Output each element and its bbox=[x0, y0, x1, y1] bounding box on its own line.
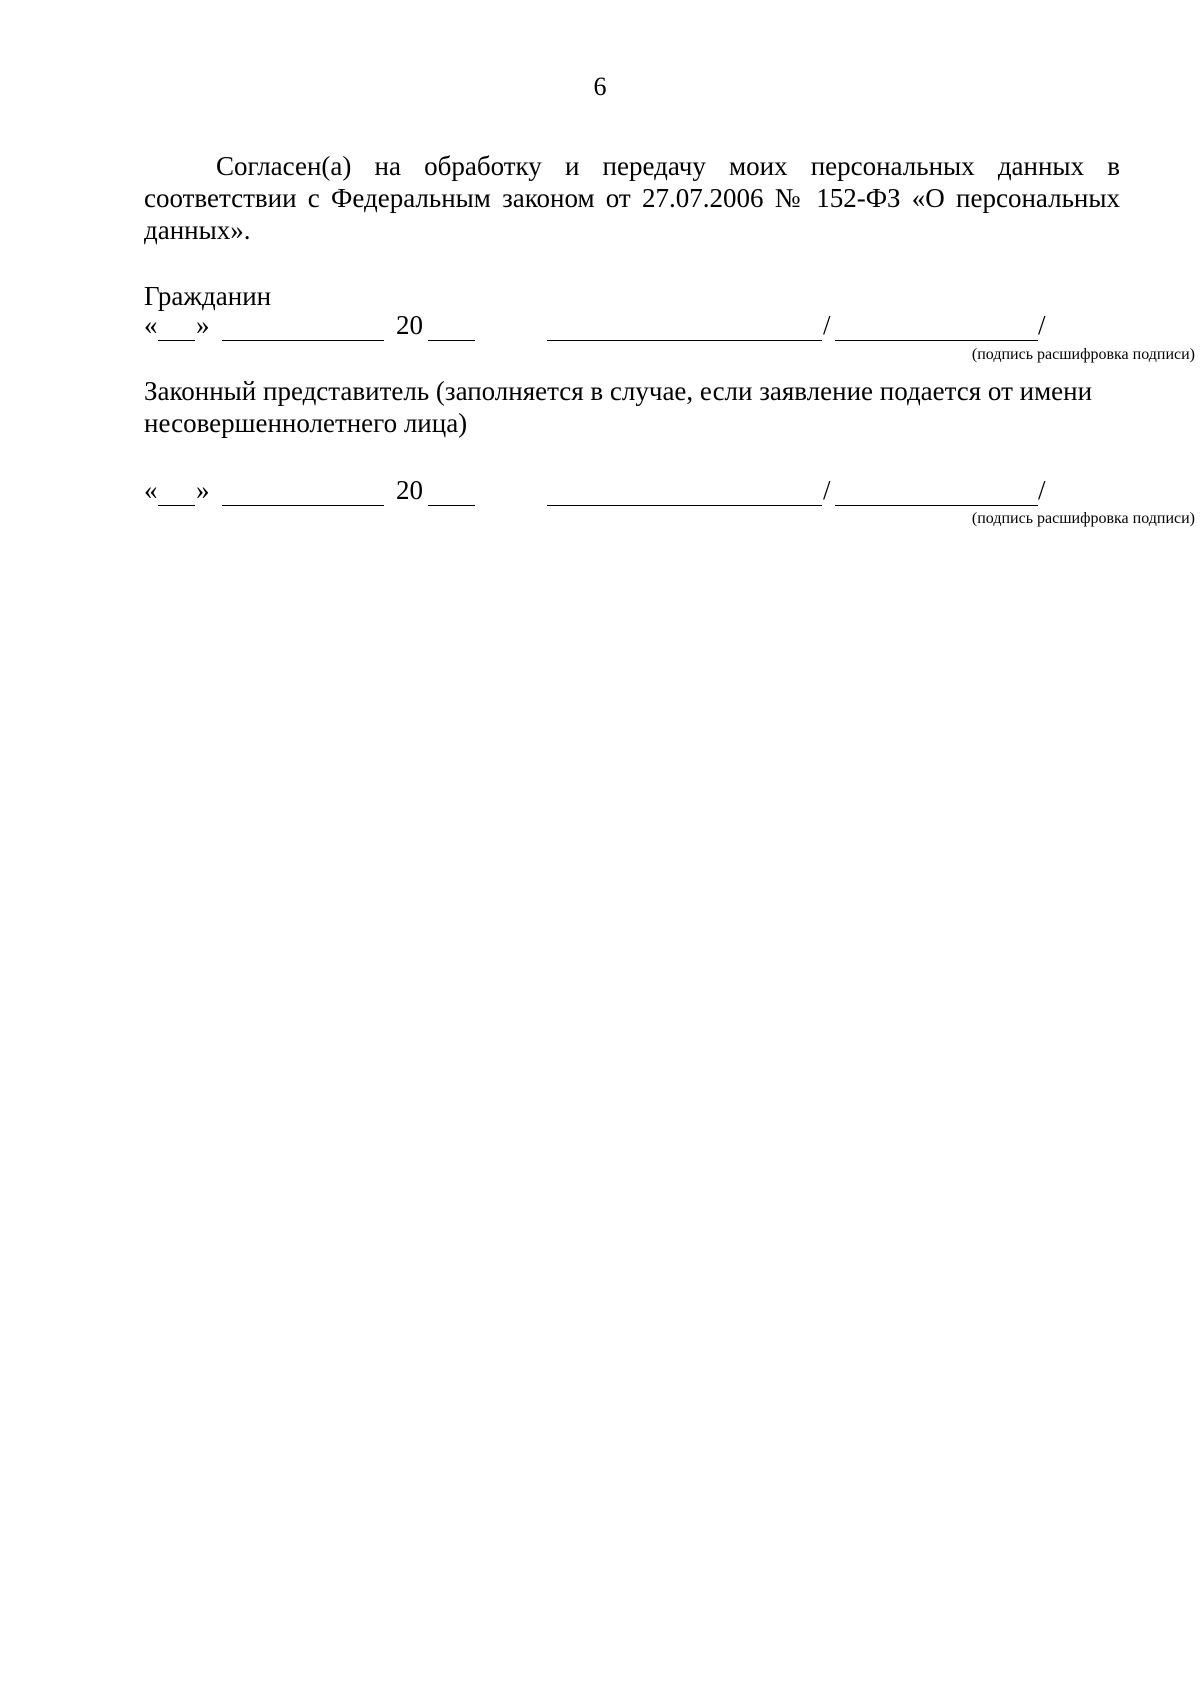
representative-signature-caption: (подпись расшифровка подписи) bbox=[971, 510, 1195, 527]
citizen-label: Гражданин bbox=[144, 281, 272, 311]
year-blank[interactable] bbox=[428, 505, 475, 506]
consent-paragraph: Согласен(а) на обработку и передачу моих персональных данных в соответствии с Федеральным законом от 27.07.2006 № 152-ФЗ «О персональных данных». bbox=[144, 151, 1120, 245]
signature-blank[interactable] bbox=[547, 340, 822, 341]
representative-signature-row bbox=[144, 474, 1120, 508]
month-blank[interactable] bbox=[222, 505, 384, 506]
date-close-quote: » bbox=[196, 475, 210, 505]
month-blank[interactable] bbox=[222, 340, 384, 341]
citizen-signature-caption: (подпись расшифровка подписи) bbox=[971, 346, 1195, 363]
representative-label: Законный представитель (заполняется в случае, если заявление подается от имени несовершеннолетнего лица) bbox=[144, 376, 1093, 438]
signature-decoding-blank[interactable] bbox=[835, 340, 1038, 341]
date-open-quote: « bbox=[144, 475, 158, 505]
year-prefix: 20 bbox=[396, 475, 423, 505]
page-number: 6 bbox=[593, 72, 607, 101]
day-blank[interactable] bbox=[158, 340, 195, 341]
date-close-quote: » bbox=[196, 310, 210, 340]
day-blank[interactable] bbox=[158, 505, 195, 506]
signature-end-slash: / bbox=[1038, 310, 1046, 340]
signature-slash: / bbox=[823, 310, 831, 340]
signature-end-slash: / bbox=[1038, 475, 1046, 505]
date-open-quote: « bbox=[144, 310, 158, 340]
year-blank[interactable] bbox=[428, 340, 475, 341]
signature-slash: / bbox=[823, 475, 831, 505]
citizen-signature-row bbox=[144, 309, 1120, 343]
year-prefix: 20 bbox=[396, 310, 423, 340]
signature-decoding-blank[interactable] bbox=[835, 505, 1038, 506]
signature-blank[interactable] bbox=[547, 505, 822, 506]
